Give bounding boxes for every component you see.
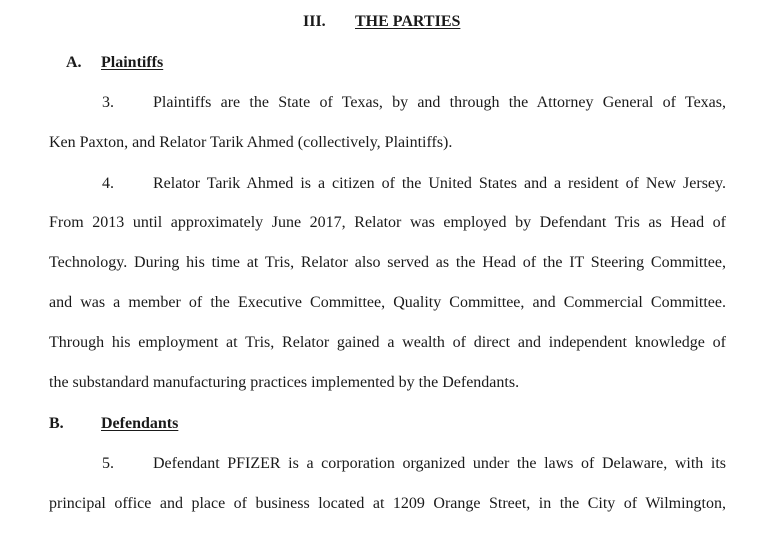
paragraph-4-line-5: Through his employment at Tris, Relator gained a wealth of direct and independent knowledge of <box>49 334 726 351</box>
paragraph-4-line-6: the substandard manufacturing practices implemented by the Defendants. <box>49 374 520 391</box>
paragraph-5-number: 5. <box>102 455 114 472</box>
paragraph-3-line-1: Plaintiffs are the State of Texas, by and through the Attorney General of Texas, <box>153 94 726 111</box>
section-title: THE PARTIES <box>355 13 461 30</box>
paragraph-3-number: 3. <box>102 94 114 111</box>
subsection-b-title: Defendants <box>101 415 179 432</box>
paragraph-4-line-2: From 2013 until approximately June 2017, Relator was employed by Defendant Tris as Head of <box>49 214 726 231</box>
paragraph-5-line-1: Defendant PFIZER is a corporation organized under the laws of Delaware, with its <box>153 455 726 472</box>
paragraph-4-number: 4. <box>102 175 114 192</box>
paragraph-4-line-1: Relator Tarik Ahmed is a citizen of the United States and a resident of New Jersey. <box>153 175 726 192</box>
paragraph-4-line-3: Technology. During his time at Tris, Relator also served as the Head of the IT Steering Committee, <box>49 254 726 271</box>
paragraph-4-line-4: and was a member of the Executive Committee, Quality Committee, and Commercial Committee. <box>49 294 726 311</box>
subsection-a-letter: A. <box>66 54 82 71</box>
paragraph-5-line-2: principal office and place of business located at 1209 Orange Street, in the City of Wilmington, <box>49 495 726 512</box>
subsection-b-letter: B. <box>49 415 64 432</box>
paragraph-3-line-2: Ken Paxton, and Relator Tarik Ahmed (collectively, Plaintiffs). <box>49 134 453 151</box>
subsection-a-title: Plaintiffs <box>101 54 164 71</box>
section-number: III. <box>303 13 326 30</box>
